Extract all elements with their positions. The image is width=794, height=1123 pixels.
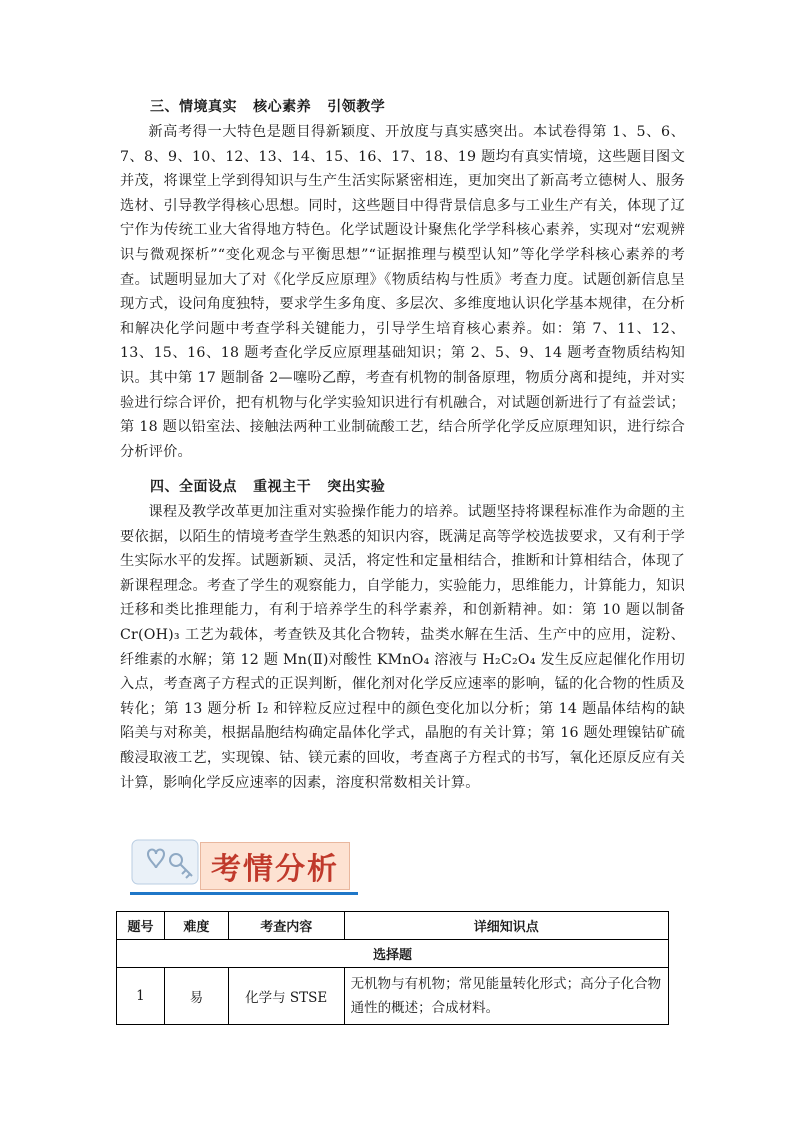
cell-difficulty: 易 xyxy=(164,968,228,1025)
table-row xyxy=(117,968,669,1025)
section-paragraph-3: 新高考得一大特色是题目得新颖度、开放度与真实感突出。本试卷得第 1、5、6、7、8、9、10、12、13、14、15、16、17、18、19 题均有真实情境，这些题目图文并茂，将课堂上学到得知识与生产生活实际紧密相连，更加突出了新高考立德树人、服务选材、引导教学得核心思想。同时，这些题目中得背景信息多与工业生产有关，体现了辽宁作为传统工业大省得地方特色。化学试题设计聚焦化学学科核心素养，实现对“宏观辨识与微观探析”“变化观念与平衡思想”“证据推理与模型认知”等化学学科核心素养的考查。试题明显加大了对《化学反应原理》《物质结构与性质》考查力度。试题创新信息呈现方式，设问角度独特，要求学生多角度、多层次、多维度地认识化学基本规律，在分析和解决化学问题中考查学科关键能力，引导学生培育核心素养。如：第 7、11、12、13、15、16、18 题考查化学反应原理基础知识；第 2、5、9、14 题考查物质结构知识。其中第 17 题制备 2—噻吩乙醇，考查有机物的制备原理，物质分离和提纯，并对实验进行综合评价，把有机物与化学实验知识进行有机融合，对试题创新进行了有益尝试；第 18 题以铅室法、接触法两种工业制硫酸工艺，结合所学化学反应原理知识，进行综合分析评价。 xyxy=(120,124,685,460)
header-detail: 详细知识点 xyxy=(344,912,668,940)
header-difficulty: 难度 xyxy=(164,912,228,940)
section-heading-3: 三、情境真实 核心素养 引领教学 xyxy=(150,99,386,115)
heart-key-icon xyxy=(130,836,200,888)
section-paragraph-4: 课程及教学改革更加注重对实验操作能力的培养。试题坚持将课程标准作为命题的主要依据，以陌生的情境考查学生熟悉的知识内容，既满足高等学校选拔要求，又有利于学生实际水平的发挥。试题新颖、灵活，将定性和定量相结合，推断和计算相结合，体现了新课程理念。考查了学生的观察能力，自学能力，实验能力，思维能力，计算能力，知识迁移和类比推理能力，有利于培养学生的科学素养，和创新精神。如：第 10 题以制备 Cr(OH)₃ 工艺为载体，考查铁及其化合物转，盐类水解在生活、生产中的应用，淀粉、纤维素的水解；第 12 题 Mn(Ⅱ)对酸性 KMnO₄ 溶液与 H₂C₂O₄ 发生反应起催化作用切入点，考查离子方程式的正误判断，催化剂对化学反应速率的影响，锰的化合物的性质及转化；第 13 题分析 I₂ 和锌粒反应过程中的颜色变化加以分析；第 14 题晶体结构的缺陷美与对称美，根据晶胞结构确定晶体化学式，晶胞的有关计算；第 16 题处理镍钴矿硫酸浸取液工艺，实现镍、钴、镁元素的回收，考查离子方程式的书写，氧化还原反应有关计算，影响化学反应速率的因素，溶度积常数相关计算。 xyxy=(120,504,685,791)
cell-num: 1 xyxy=(117,968,165,1025)
banner-title: 考情分析 xyxy=(200,842,350,890)
table-header-row xyxy=(117,912,669,940)
cell-content: 化学与 STSE xyxy=(228,968,344,1025)
header-num: 题号 xyxy=(117,912,165,940)
banner-underline xyxy=(130,892,358,895)
knowledge-table xyxy=(116,911,669,1025)
cell-detail: 无机物与有机物；常见能量转化形式；高分子化合物通性的概述；合成材料。 xyxy=(344,968,668,1025)
header-content: 考查内容 xyxy=(228,912,344,940)
table-group-row xyxy=(117,940,669,968)
section-heading-4: 四、全面设点 重视主干 突出实验 xyxy=(150,479,386,495)
group-label: 选择题 xyxy=(117,940,669,968)
